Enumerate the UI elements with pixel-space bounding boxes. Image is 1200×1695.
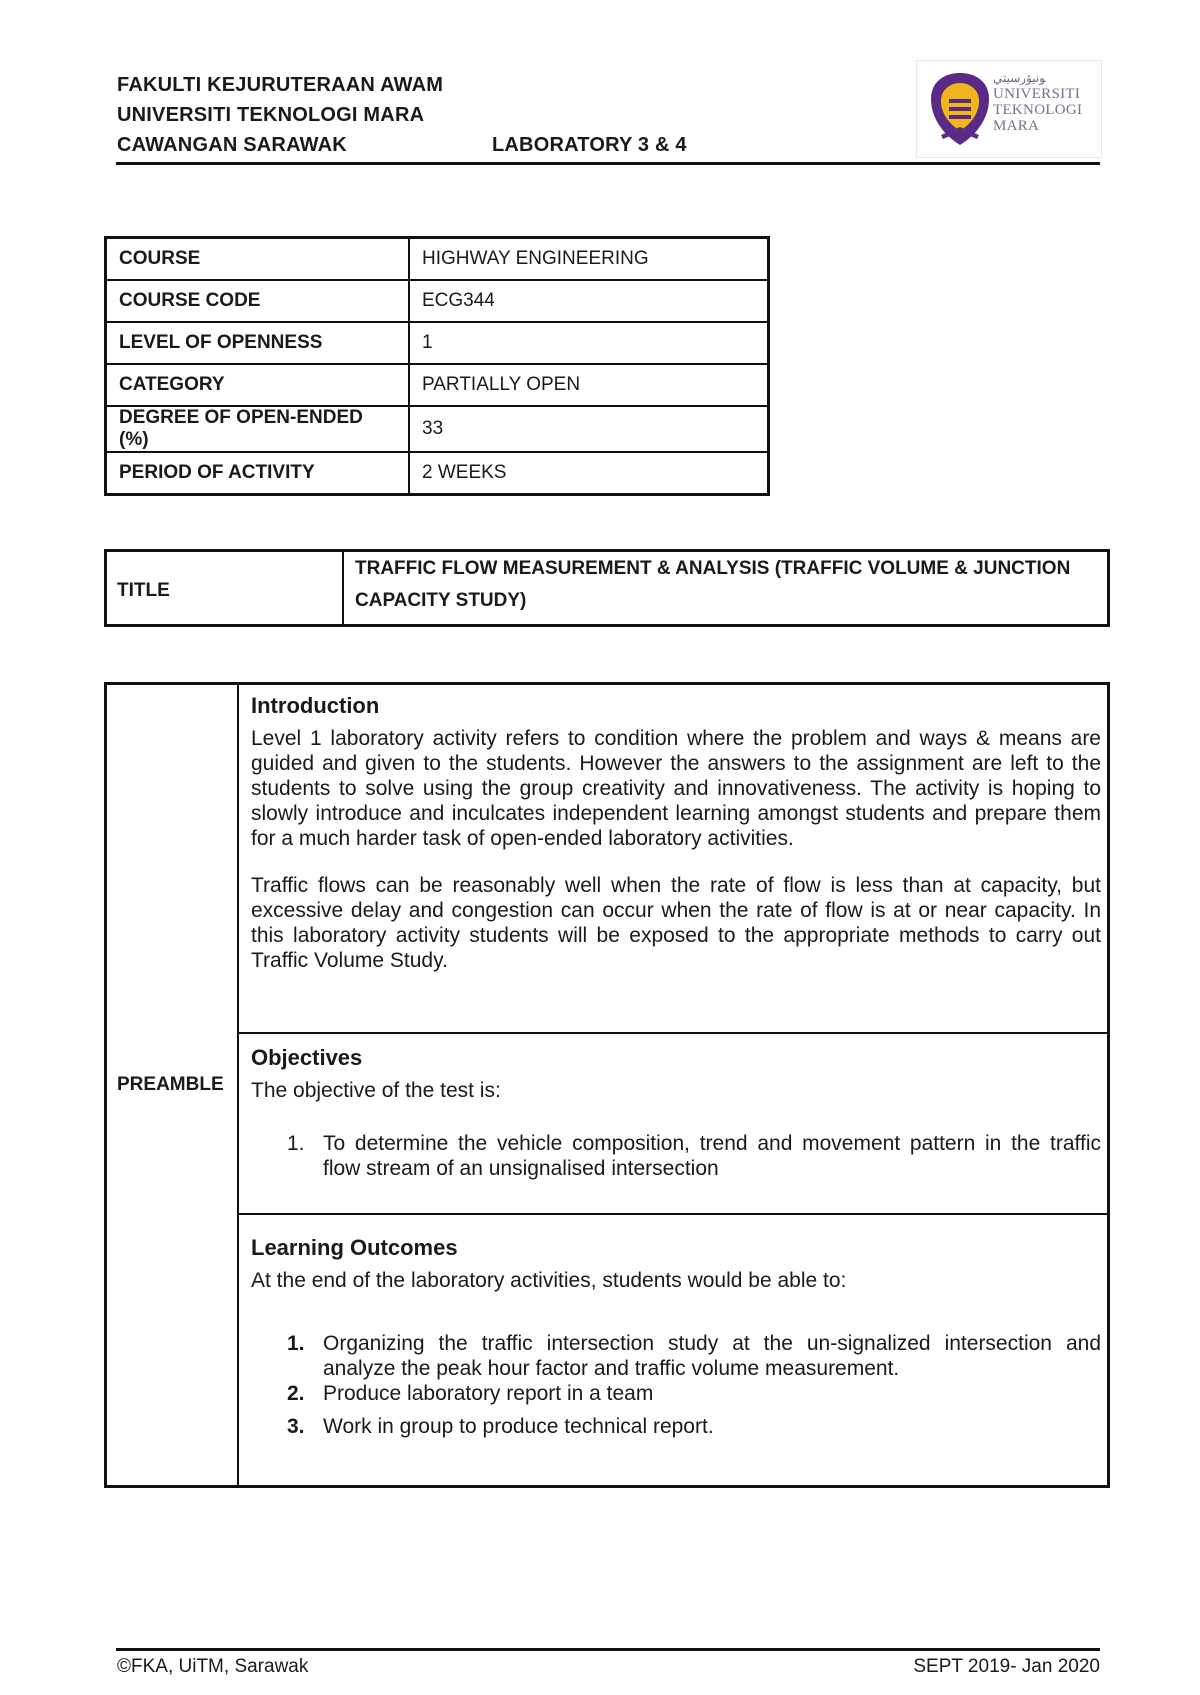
section-divider: [237, 1032, 1110, 1034]
table-row: [106, 280, 769, 322]
title-divider: [342, 549, 344, 627]
table-row: [106, 452, 769, 495]
header-rule: [116, 162, 1100, 165]
logo-line-mara: MARA: [993, 118, 1040, 134]
learning-outcomes-heading: Learning Outcomes: [251, 1235, 458, 1260]
logo-line-teknologi: TEKNOLOGI: [993, 102, 1083, 118]
footer-rule: [116, 1648, 1100, 1651]
laboratory-label: LABORATORY 3 & 4: [492, 134, 687, 156]
footer-semester: SEPT 2019- Jan 2020: [913, 1656, 1100, 1677]
list-item: [251, 1331, 1101, 1381]
list-number: 2.: [287, 1382, 305, 1405]
list-text: To determine the vehicle composition, trend and movement pattern in the traffic flow stream of an unsignalised intersection: [323, 1132, 1101, 1180]
list-item: [251, 1414, 1101, 1439]
list-number: 1.: [287, 1132, 305, 1155]
uitm-crest-icon: [927, 69, 993, 149]
list-number: 3.: [287, 1415, 305, 1438]
introduction-paragraph: Traffic flows can be reasonably well when the rate of flow is less than at capacity, but excessive delay and congestion can occur when the rate of flow is at or near capacity. In this laboratory activity students will be exposed to the appropriate methods to carry out Traffic Volume Study.: [251, 874, 1101, 972]
list-text: Work in group to produce technical report.: [323, 1415, 714, 1438]
info-key: CATEGORY: [106, 364, 410, 406]
objectives-intro: The objective of the test is:: [251, 1079, 501, 1102]
objectives-heading: Objectives: [251, 1045, 363, 1070]
introduction-paragraph: Level 1 laboratory activity refers to condition where the problem and ways & means are guided and given to the students. However the answers to the assignment are left to the students to solve using the group creativity and innovativeness. The activity is hoping to slowly introduce and inculcates independent learning amongst students and prepare them for a much harder task of open-ended laboratory activities.: [251, 727, 1101, 850]
table-row: [106, 238, 769, 281]
info-value: 2 WEEKS: [409, 452, 769, 495]
faculty-name: FAKULTI KEJURUTERAAN AWAM: [117, 74, 444, 96]
logo-jawi-text: ﻮﻧﻴﯚﺭﺳﻴﺘﻲ: [993, 71, 1046, 85]
uitm-logo: [916, 60, 1102, 158]
info-key: COURSE CODE: [106, 280, 410, 322]
preamble-divider: [237, 682, 239, 1488]
list-item: [251, 1131, 1101, 1181]
info-value: HIGHWAY ENGINEERING: [409, 238, 769, 281]
introduction-section: [251, 692, 1101, 973]
university-name: UNIVERSITI TEKNOLOGI MARA: [117, 104, 425, 126]
table-row: [106, 364, 769, 406]
info-key: LEVEL OF OPENNESS: [106, 322, 410, 364]
list-text: Organizing the traffic intersection study at the un-signalized intersection and analyze the peak hour factor and traffic volume measurement.: [323, 1332, 1101, 1380]
objectives-section: [251, 1044, 1101, 1181]
campus-name: CAWANGAN SARAWAK: [117, 134, 347, 156]
info-value: PARTIALLY OPEN: [409, 364, 769, 406]
logo-line-universiti: UNIVERSITI: [993, 86, 1081, 102]
learning-outcomes-list: [251, 1331, 1101, 1439]
info-key: COURSE: [106, 238, 410, 281]
learning-outcomes-section: [251, 1234, 1101, 1439]
objectives-list: [251, 1131, 1101, 1181]
list-item: [251, 1381, 1101, 1406]
table-row: [106, 406, 769, 452]
course-info-table: [104, 236, 770, 496]
footer-copyright: ©FKA, UiTM, Sarawak: [117, 1656, 309, 1677]
info-key: PERIOD OF ACTIVITY: [106, 452, 410, 495]
section-divider: [237, 1213, 1110, 1215]
title-label: TITLE: [117, 580, 170, 601]
info-key: DEGREE OF OPEN-ENDED (%): [106, 406, 410, 452]
introduction-heading: Introduction: [251, 693, 380, 718]
preamble-label: PREAMBLE: [117, 1074, 224, 1095]
info-value: 1: [409, 322, 769, 364]
learning-outcomes-intro: At the end of the laboratory activities, students would be able to:: [251, 1269, 847, 1292]
list-text: Produce laboratory report in a team: [323, 1382, 654, 1405]
list-number: 1.: [287, 1332, 305, 1355]
lab-title: TRAFFIC FLOW MEASUREMENT & ANALYSIS (TRAFFIC VOLUME & JUNCTION CAPACITY STUDY): [355, 558, 1071, 611]
info-value: 33: [409, 406, 769, 452]
table-row: [106, 322, 769, 364]
info-value: ECG344: [409, 280, 769, 322]
